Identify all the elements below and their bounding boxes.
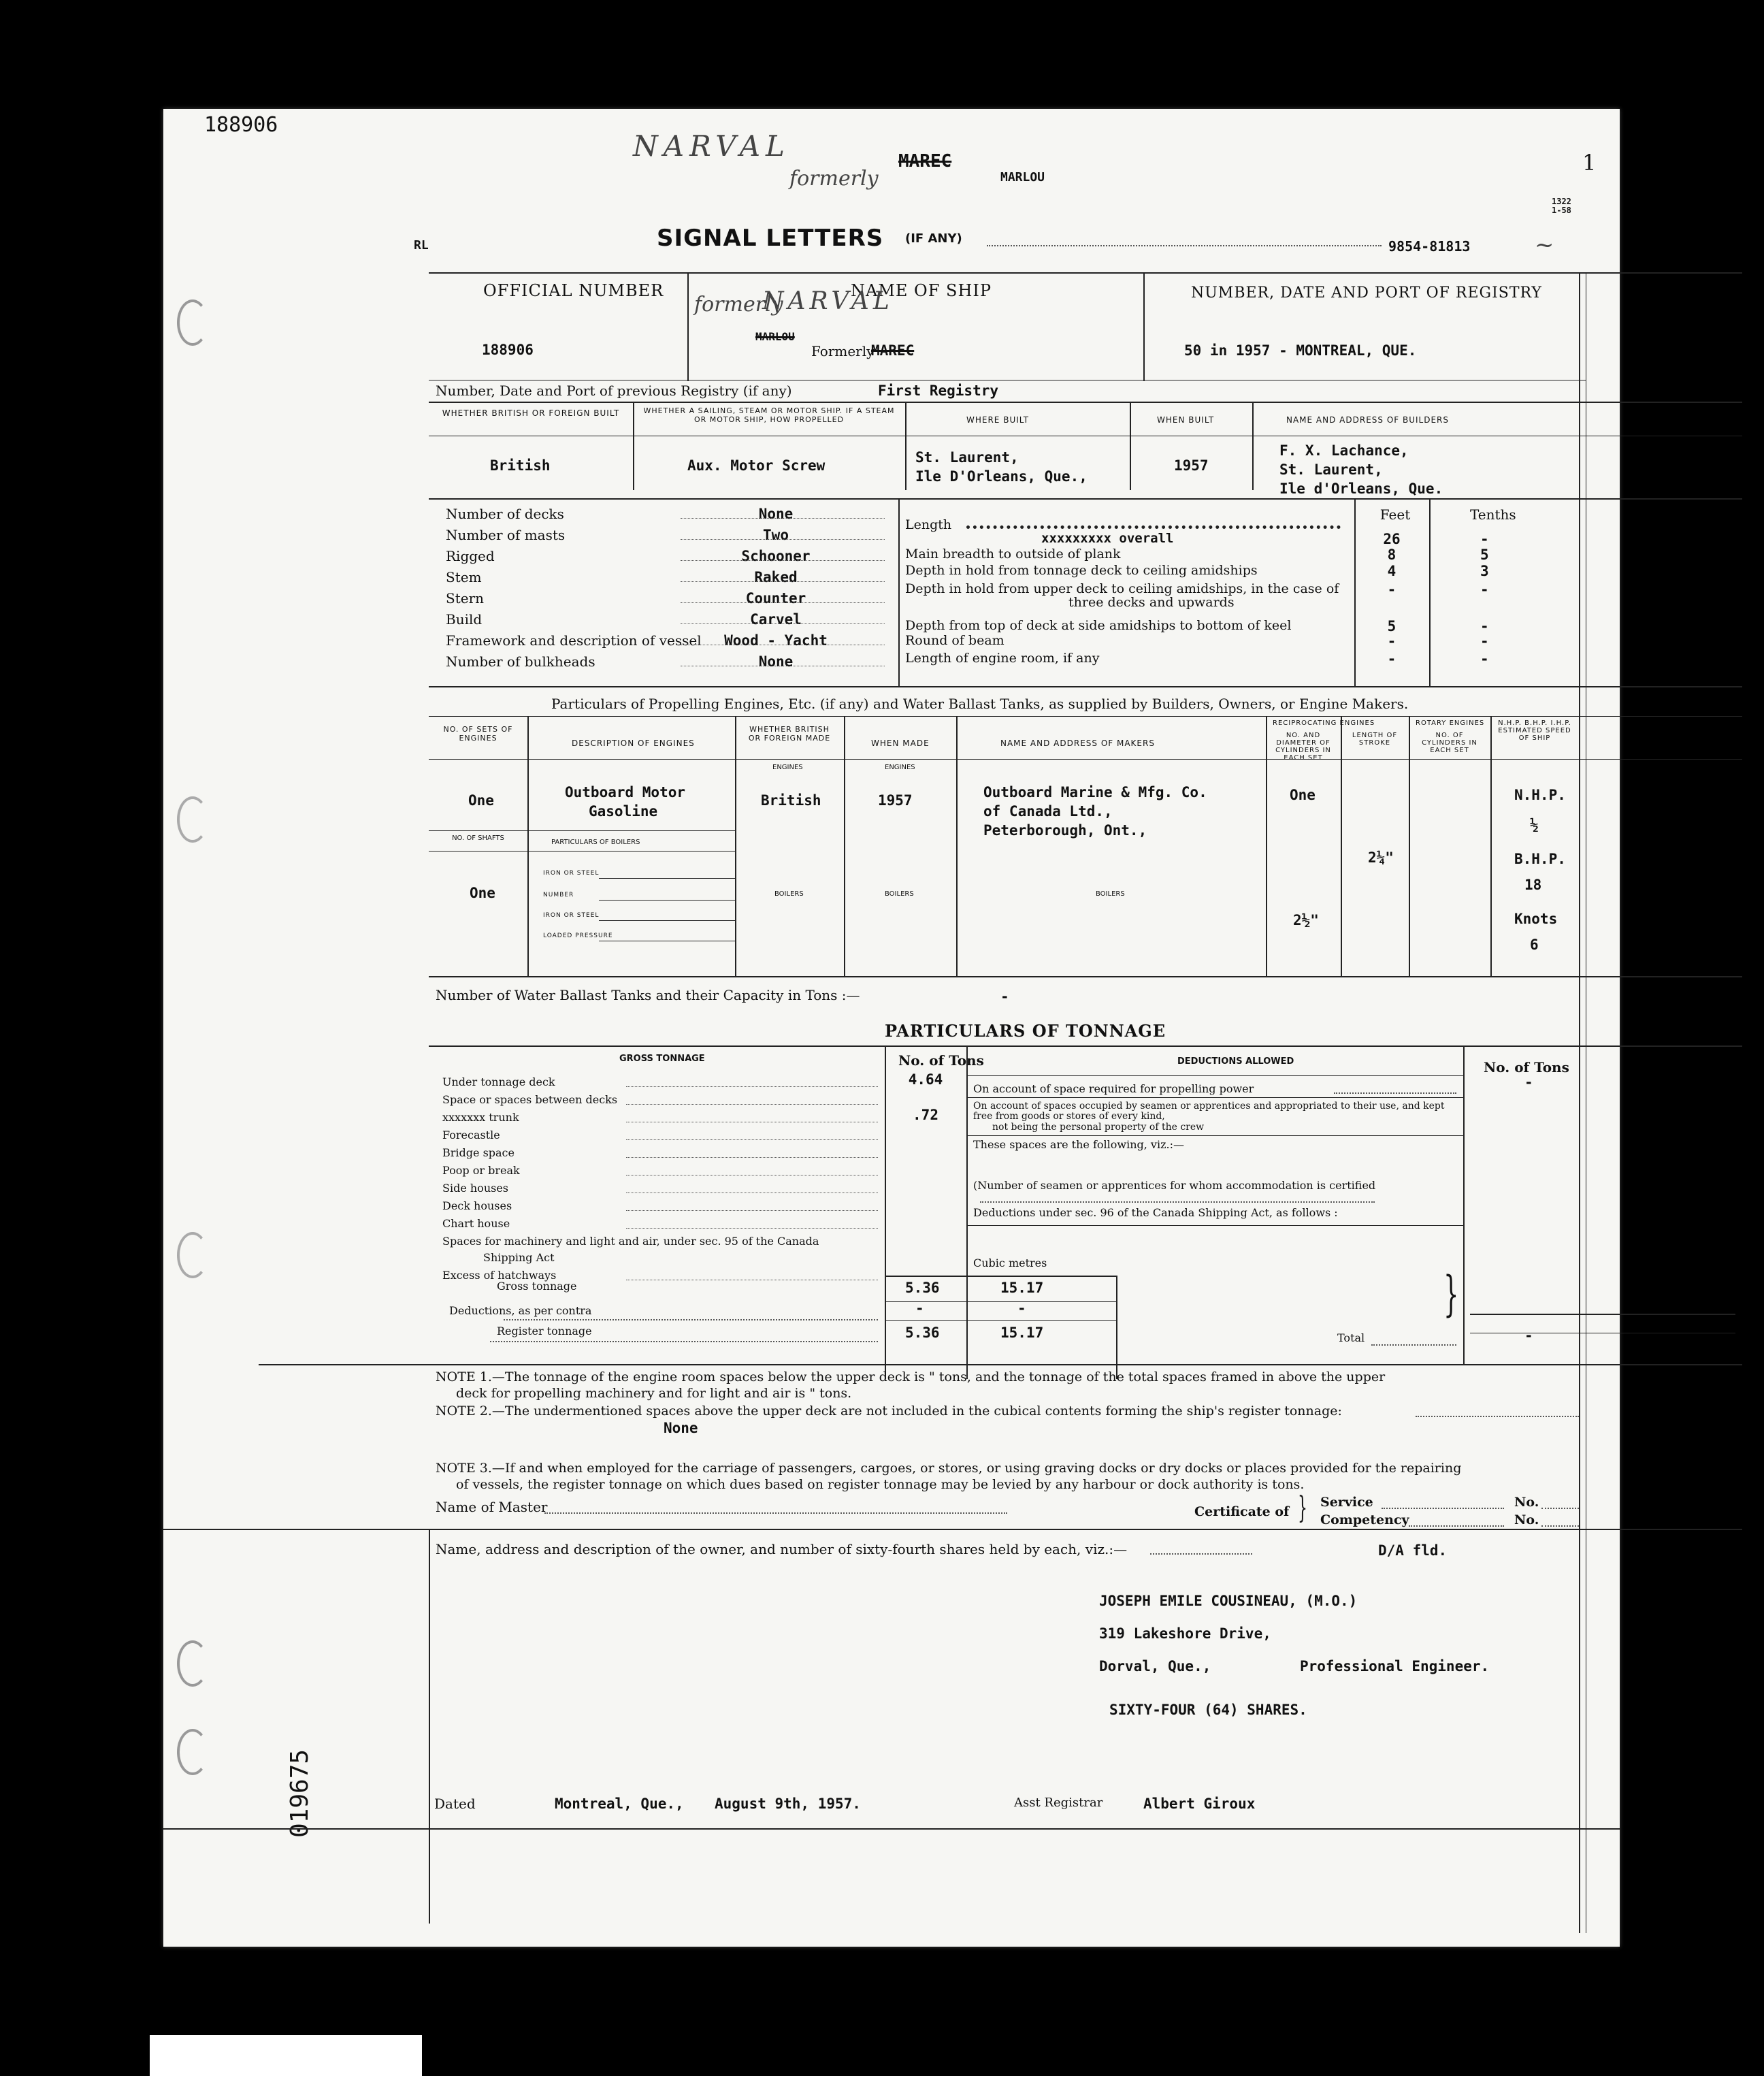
gross-row-label: Spaces for machinery and light and air, under sec. 95 of the Canada <box>442 1235 819 1248</box>
header-when-made: WHEN MADE <box>871 739 930 748</box>
dimension-feet: - <box>1387 651 1396 667</box>
deduction-seamen: On account of spaces occupied by seamen or apprentices and appropriated to their use, and kept free from goods or stores of every kind, <box>973 1101 1445 1122</box>
small-engines-label-2: ENGINES <box>772 764 803 771</box>
header-cylinders: NO. AND DIAMETER OF CYLINDERS IN EACH SET <box>1275 732 1331 762</box>
header-rotary: ROTARY ENGINES <box>1416 719 1485 727</box>
dimension-feet: 26 <box>1383 531 1401 547</box>
register-tonnage-label: Register tonnage <box>497 1325 592 1337</box>
dimension-label: Main breadth to outside of plank <box>905 547 1121 562</box>
dimension-label: Depth from top of deck at side amidships to bottom of keel <box>905 618 1292 633</box>
small-boilers-label: BOILERS <box>774 890 804 898</box>
header-shafts: NO. OF SHAFTS <box>452 834 504 842</box>
ship-type-value: Aux. Motor Screw <box>687 457 826 474</box>
knots-label: Knots <box>1514 911 1558 927</box>
makers-line3: Peterborough, Ont., <box>983 822 1147 839</box>
build-header-builders: NAME AND ADDRESS OF BUILDERS <box>1286 415 1450 425</box>
dated-date: August 9th, 1957. <box>715 1796 861 1812</box>
rl-mark: RL <box>414 238 429 253</box>
engine-sets: One <box>468 792 494 809</box>
total-value: - <box>1524 1327 1533 1344</box>
shafts-value: One <box>470 885 495 901</box>
gross-row-label: xxxxxxx trunk <box>442 1111 519 1124</box>
service-no-label: No. <box>1514 1495 1539 1510</box>
nhp-label: N.H.P. <box>1514 787 1566 803</box>
tonnage-title: PARTICULARS OF TONNAGE <box>885 1021 1166 1041</box>
side-stamp: 019675 <box>286 1749 314 1838</box>
file-reference: 9854-81813 <box>1388 238 1471 255</box>
particular-value: None <box>758 653 794 670</box>
struck-name: MARLOU <box>755 330 795 343</box>
previous-registry-value: First Registry <box>878 383 999 399</box>
small-boilers-label-2: BOILERS <box>885 890 914 898</box>
header-desc: DESCRIPTION OF ENGINES <box>572 739 695 748</box>
note-2-value: None <box>664 1420 698 1436</box>
dimension-tenths: - <box>1480 633 1489 649</box>
note-3-line2: of vessels, the register tonnage on which dues based on register tonnage may be levied by any harbour or dock authority is tons. <box>456 1477 1305 1492</box>
cert-brace: } <box>1298 1491 1307 1525</box>
official-number: 188906 <box>482 342 534 358</box>
formerly-label: Formerly <box>811 343 875 359</box>
note-1-line2: deck for propelling machinery and for light and air is " tons. <box>456 1386 852 1401</box>
header-makers: NAME AND ADDRESS OF MAKERS <box>1000 739 1155 748</box>
previous-registry-label: Number, Date and Port of previous Registry (if any) <box>436 383 792 399</box>
makers-line1: Outboard Marine & Mfg. Co. <box>983 784 1207 800</box>
owner-da: D/A fld. <box>1378 1542 1448 1559</box>
particular-value: Wood - Yacht <box>724 632 828 649</box>
dimension-feet: 8 <box>1387 547 1396 563</box>
particular-label: Number of bulkheads <box>446 653 595 670</box>
deduction-seamen-2: not being the personal property of the crew <box>992 1122 1205 1133</box>
gross-row-label: Deck houses <box>442 1199 512 1212</box>
dimension-tenths: - <box>1480 618 1489 634</box>
gross-row-label: Side houses <box>442 1182 509 1195</box>
builder-line3: Ile d'Orleans, Que. <box>1279 481 1443 497</box>
dimension-label: Depth in hold from tonnage deck to ceiling amidships <box>905 563 1258 578</box>
particular-value: None <box>758 506 794 522</box>
ballast-label: Number of Water Ballast Tanks and their Capacity in Tons :— <box>436 987 860 1003</box>
punch-hole <box>177 1729 208 1775</box>
bhp-label: B.H.P. <box>1514 851 1566 867</box>
boiler-row-label: NUMBER <box>543 892 574 898</box>
dated-place: Montreal, Que., <box>555 1796 684 1812</box>
build-header-type: WHETHER A SAILING, STEAM OR MOTOR SHIP. IF A STEAM OR MOTOR SHIP, HOW PROPELLED <box>643 406 895 424</box>
engine-when: 1957 <box>878 792 913 809</box>
particular-value: Schooner <box>741 548 811 564</box>
deductions-cubic: - <box>1017 1300 1026 1316</box>
knots-value: 6 <box>1530 937 1539 953</box>
dimension-feet: 4 <box>1387 563 1396 579</box>
handwritten-name: NARVAL <box>633 129 790 163</box>
dimension-label: Length <box>905 517 952 532</box>
brace: } <box>1443 1266 1459 1322</box>
gross-row-label: Space or spaces between decks <box>442 1093 618 1106</box>
gross-row-value: .72 <box>913 1107 938 1123</box>
gross-cubic: 15.17 <box>1000 1280 1044 1296</box>
service-label: Service <box>1320 1495 1373 1510</box>
total-label: Total <box>1337 1331 1365 1344</box>
particular-label: Build <box>446 611 483 628</box>
small-engines-label: ENGINES <box>885 764 915 771</box>
owner-shares: SIXTY-FOUR (64) SHARES. <box>1109 1702 1307 1718</box>
build-header-british: WHETHER BRITISH OR FOREIGN BUILT <box>442 408 620 418</box>
particular-label: Number of masts <box>446 527 566 543</box>
header-boilers: PARTICULARS OF BOILERS <box>551 839 640 846</box>
gross-row-label: Chart house <box>442 1217 510 1230</box>
gross-row-label: Shipping Act <box>483 1251 555 1264</box>
particular-label: Stem <box>446 569 482 585</box>
particular-value: Counter <box>745 590 806 606</box>
gross-tonnage-header: GROSS TONNAGE <box>619 1054 705 1064</box>
note-3-line1: NOTE 3.—If and when employed for the carriage of passengers, cargoes, or stores, or using graving docks or dry docks or places provided for the repairing <box>436 1461 1462 1476</box>
engine-desc-line1: Outboard Motor <box>565 784 686 800</box>
dimension-label-2: three decks and upwards <box>1068 595 1235 610</box>
where-built-line2: Ile D'Orleans, Que., <box>915 468 1088 485</box>
build-header-when: WHEN BUILT <box>1157 415 1215 425</box>
deductions-header: DEDUCTIONS ALLOWED <box>1177 1056 1294 1067</box>
tons-header: No. of Tons <box>898 1052 984 1069</box>
ballast-value: - <box>1000 988 1009 1005</box>
particular-value: Two <box>763 527 789 543</box>
owner-name: JOSEPH EMILE COUSINEAU, (M.O.) <box>1099 1593 1358 1609</box>
note-1-line1: NOTE 1.—The tonnage of the engine room spaces below the upper deck is " tons, and the tonnage of the total spaces framed in above the upper <box>436 1369 1386 1384</box>
where-built-line1: St. Laurent, <box>915 449 1019 466</box>
header-rot-cyl: NO. OF CYLINDERS IN EACH SET <box>1422 732 1477 754</box>
dimension-feet: - <box>1387 581 1396 598</box>
punch-hole <box>177 1640 208 1687</box>
feet-header: Feet <box>1379 506 1411 523</box>
deductions-contra-label: Deductions, as per contra <box>449 1304 592 1317</box>
particular-value: Carvel <box>750 611 802 628</box>
former-name-2: MARLOU <box>1000 170 1045 184</box>
cubic-metres-header: Cubic metres <box>973 1256 1047 1269</box>
header-stroke: LENGTH OF STROKE <box>1352 732 1398 747</box>
handwritten-formerly-2: formerly <box>694 293 783 317</box>
dimension-tenths: 5 <box>1480 547 1489 563</box>
punch-hole <box>177 1232 208 1278</box>
struck-former-name: MAREC <box>898 151 952 172</box>
gross-row-label: Forecastle <box>442 1129 500 1141</box>
certificate-label: Certificate of <box>1194 1504 1290 1519</box>
dimension-label: Depth in hold from upper deck to ceiling amidships, in the case of <box>905 581 1339 596</box>
register-page <box>163 109 1620 1947</box>
owner-label: Name, address and description of the owner, and number of sixty-fourth shares held by each, viz.:— <box>436 1541 1128 1557</box>
particular-label: Number of decks <box>446 506 564 522</box>
boiler-row-label: LOADED PRESSURE <box>543 932 613 939</box>
signal-letters-suffix: (IF ANY) <box>905 231 962 246</box>
dimension-label: Round of beam <box>905 633 1004 648</box>
deduction-spaces: These spaces are the following, viz.:— <box>973 1138 1184 1151</box>
corner-number: 188906 <box>204 113 278 137</box>
dimension-tenths: - <box>1480 531 1489 547</box>
gross-tons: 5.36 <box>905 1280 940 1296</box>
cylinder-diameter: 2½" <box>1293 912 1319 928</box>
dated-label: Dated <box>434 1796 476 1812</box>
punch-hole <box>177 299 208 346</box>
dimension-feet: - <box>1387 633 1396 649</box>
page-number: 1 <box>1582 150 1597 176</box>
film-leader-label <box>150 2035 422 2076</box>
dimension-tenths: - <box>1480 581 1489 598</box>
engines-title: Particulars of Propelling Engines, Etc. (if any) and Water Ballast Tanks, as supplied by Builders, Owners, or Engine Makers. <box>551 696 1409 712</box>
owner-address-1: 319 Lakeshore Drive, <box>1099 1625 1271 1642</box>
registrar-label: Asst Registrar <box>1014 1796 1103 1810</box>
gross-row-value: 4.64 <box>908 1071 943 1088</box>
competency-no-label: No. <box>1514 1512 1539 1527</box>
boiler-row-label: IRON OR STEEL <box>543 912 600 919</box>
gross-row-label: Excess of hatchways <box>442 1269 557 1282</box>
engine-desc-line2: Gasoline <box>589 803 658 820</box>
header-power: N.H.P. B.H.P. I.H.P. ESTIMATED SPEED OF SHIP <box>1498 719 1571 742</box>
header-british-made: WHETHER BRITISH OR FOREIGN MADE <box>748 725 831 743</box>
particular-value: Raked <box>754 569 798 585</box>
particular-label: Stern <box>446 590 485 606</box>
gross-row-label: Bridge space <box>442 1146 514 1159</box>
master-label: Name of Master <box>436 1499 548 1515</box>
gross-tonnage-label: Gross tonnage <box>497 1280 577 1293</box>
makers-line2: of Canada Ltd., <box>983 803 1113 820</box>
name-of-ship-header: NAME OF SHIP <box>851 281 992 300</box>
engine-british: British <box>761 792 821 809</box>
deduction-seamen-count: (Number of seamen or apprentices for whom accommodation is certified <box>973 1179 1376 1192</box>
particular-label: Rigged <box>446 548 495 564</box>
dimension-tenths: - <box>1480 651 1489 667</box>
when-built-value: 1957 <box>1174 457 1209 474</box>
handwritten-formerly: formerly <box>789 167 879 191</box>
deductions-tons: - <box>915 1300 924 1316</box>
dimension-tenths: 3 <box>1480 563 1489 579</box>
deduction-sec96: Deductions under sec. 96 of the Canada Shipping Act, as follows : <box>973 1206 1338 1219</box>
note-2: NOTE 2.—The undermentioned spaces above the upper deck are not included in the cubical contents forming the ship's register tonnage: <box>436 1404 1342 1418</box>
dimension-label: Length of engine room, if any <box>905 651 1100 666</box>
registrar-name: Albert Giroux <box>1143 1796 1256 1812</box>
build-header-where: WHERE BUILT <box>966 415 1030 425</box>
registry-value: 50 in 1957 - MONTREAL, QUE. <box>1184 342 1417 359</box>
former-name: MAREC <box>871 342 915 359</box>
dimension-label-2: xxxxxxxxx overall <box>1041 531 1174 546</box>
british-built-value: British <box>490 457 551 474</box>
header-recip: RECIPROCATING ENGINES <box>1273 719 1375 727</box>
nhp-value: ½ <box>1530 817 1539 833</box>
official-number-header: OFFICIAL NUMBER <box>483 281 664 300</box>
register-tons: 5.36 <box>905 1325 940 1341</box>
builder-line1: F. X. Lachance, <box>1279 442 1409 459</box>
register-cubic: 15.17 <box>1000 1325 1044 1341</box>
bhp-value: 18 <box>1524 877 1542 893</box>
deduction-propelling: On account of space required for propelling power <box>973 1082 1254 1095</box>
owner-address-2: Dorval, Que., <box>1099 1658 1211 1674</box>
stroke-value: 2¼" <box>1368 849 1394 866</box>
header-sets: NO. OF SETS OF ENGINES <box>443 725 513 743</box>
competency-label: Competency <box>1320 1512 1409 1527</box>
gross-row-label: Under tonnage deck <box>442 1075 555 1088</box>
ded1-tons: - <box>1524 1074 1533 1090</box>
registry-header: NUMBER, DATE AND PORT OF REGISTRY <box>1191 285 1542 302</box>
signal-letters-title: SIGNAL LETTERS <box>657 225 884 252</box>
small-boilers-label-3: BOILERS <box>1096 890 1125 898</box>
owner-occupation: Professional Engineer. <box>1300 1658 1490 1674</box>
cylinders-value: One <box>1290 787 1316 803</box>
punch-hole <box>177 796 208 843</box>
corner-code: 1322 1-58 <box>1552 197 1571 215</box>
dimension-feet: 5 <box>1387 618 1396 634</box>
particular-label: Framework and description of vessel <box>446 632 702 649</box>
builder-line2: St. Laurent, <box>1279 461 1383 478</box>
check-mark: ~ <box>1535 231 1554 259</box>
tenths-header: Tenths <box>1470 506 1516 523</box>
handwritten-name-2: NARVAL <box>762 287 894 315</box>
boiler-row-label: IRON OR STEEL <box>543 870 600 877</box>
tons-header-2: No. of Tons <box>1484 1059 1569 1075</box>
gross-row-label: Poop or break <box>442 1164 520 1177</box>
